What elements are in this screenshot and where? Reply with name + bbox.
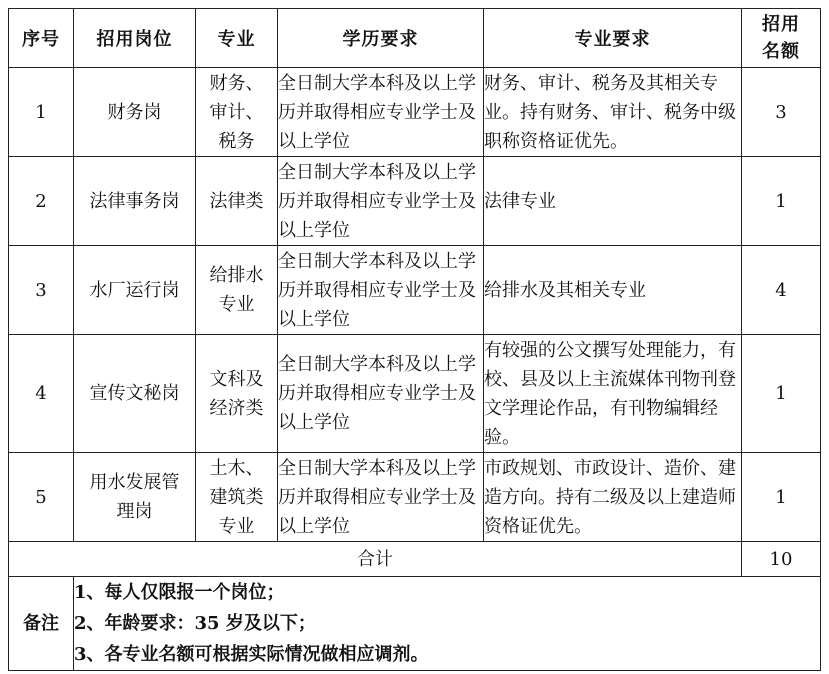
- row-requirement: 有较强的公文撰写处理能力，有校、县及以上主流媒体刊物刊登文学理论作品，有刊物编辑经验。: [484, 335, 742, 453]
- row-major-line: 给排水: [209, 265, 264, 286]
- row-major: [196, 453, 278, 542]
- note-item: 1、每人仅限报一个岗位；: [74, 582, 285, 603]
- table-row: [9, 335, 821, 453]
- row-requirement: 市政规划、市政设计、造价、建造方向。持有二级及以上建造师资格证优先。: [484, 453, 742, 542]
- row-major-line: 财务、: [209, 72, 264, 94]
- row-requirement: 给排水及其相关专业: [484, 246, 742, 335]
- notes-content: [74, 577, 821, 671]
- row-major-line: 建筑类: [209, 486, 264, 508]
- row-count: 1: [742, 453, 821, 542]
- row-education: 全日制大学本科及以上学历并取得相应专业学士及以上学位: [278, 335, 484, 453]
- row-no: 1: [9, 68, 74, 157]
- row-post: 财务岗: [74, 68, 196, 157]
- header-education: 学历要求: [278, 9, 484, 68]
- row-major: [196, 246, 278, 335]
- row-no: 4: [9, 335, 74, 453]
- recruitment-table: [8, 8, 821, 671]
- row-post: 水厂运行岗: [74, 246, 196, 335]
- row-major-line: 文科及: [209, 368, 264, 390]
- header-major-requirement: 专业要求: [484, 9, 742, 68]
- note-item: 3、各专业名额可根据实际情况做相应调剂。: [74, 644, 429, 665]
- row-major-line: 法律类: [209, 190, 264, 212]
- total-row: [9, 542, 821, 577]
- row-education: 全日制大学本科及以上学历并取得相应专业学士及以上学位: [278, 453, 484, 542]
- row-education: 全日制大学本科及以上学历并取得相应专业学士及以上学位: [278, 157, 484, 246]
- row-post: 法律事务岗: [74, 157, 196, 246]
- row-requirement: 财务、审计、税务及其相关专业。持有财务、审计、税务中级职称资格证优先。: [484, 68, 742, 157]
- notes-label: 备注: [9, 577, 74, 671]
- table-row: [9, 453, 821, 542]
- table-row: [9, 246, 821, 335]
- row-education: 全日制大学本科及以上学历并取得相应专业学士及以上学位: [278, 246, 484, 335]
- row-education: 全日制大学本科及以上学历并取得相应专业学士及以上学位: [278, 68, 484, 157]
- row-requirement: 法律专业: [484, 157, 742, 246]
- table-row: [9, 157, 821, 246]
- row-count: 4: [742, 246, 821, 335]
- row-major-line: 税务: [218, 130, 255, 152]
- row-major: [196, 68, 278, 157]
- header-major: 专业: [196, 9, 278, 68]
- header-post: 招用岗位: [74, 9, 196, 68]
- row-major-line: 审计、: [209, 101, 264, 123]
- table-row: [9, 68, 821, 157]
- row-major: [196, 157, 278, 246]
- header-count: 招用名额: [742, 9, 821, 68]
- row-no: 3: [9, 246, 74, 335]
- row-major-line: 土木、: [209, 457, 264, 479]
- row-count: 3: [742, 68, 821, 157]
- header-no: 序号: [9, 9, 74, 68]
- row-major: [196, 335, 278, 453]
- row-post: 用水发展管理岗: [74, 453, 196, 542]
- row-post: 宣传文秘岗: [74, 335, 196, 453]
- row-count: 1: [742, 335, 821, 453]
- row-major-line: 专业: [218, 515, 255, 537]
- row-no: 2: [9, 157, 74, 246]
- row-no: 5: [9, 453, 74, 542]
- row-major-line: 经济类: [209, 397, 264, 419]
- total-label: 合计: [9, 542, 742, 577]
- notes-row: [9, 577, 821, 671]
- row-count: 1: [742, 157, 821, 246]
- note-item: 2、年龄要求：35 岁及以下；: [74, 613, 316, 634]
- row-major-line: 专业: [218, 294, 255, 315]
- header-row: [9, 9, 821, 68]
- total-value: 10: [742, 542, 821, 577]
